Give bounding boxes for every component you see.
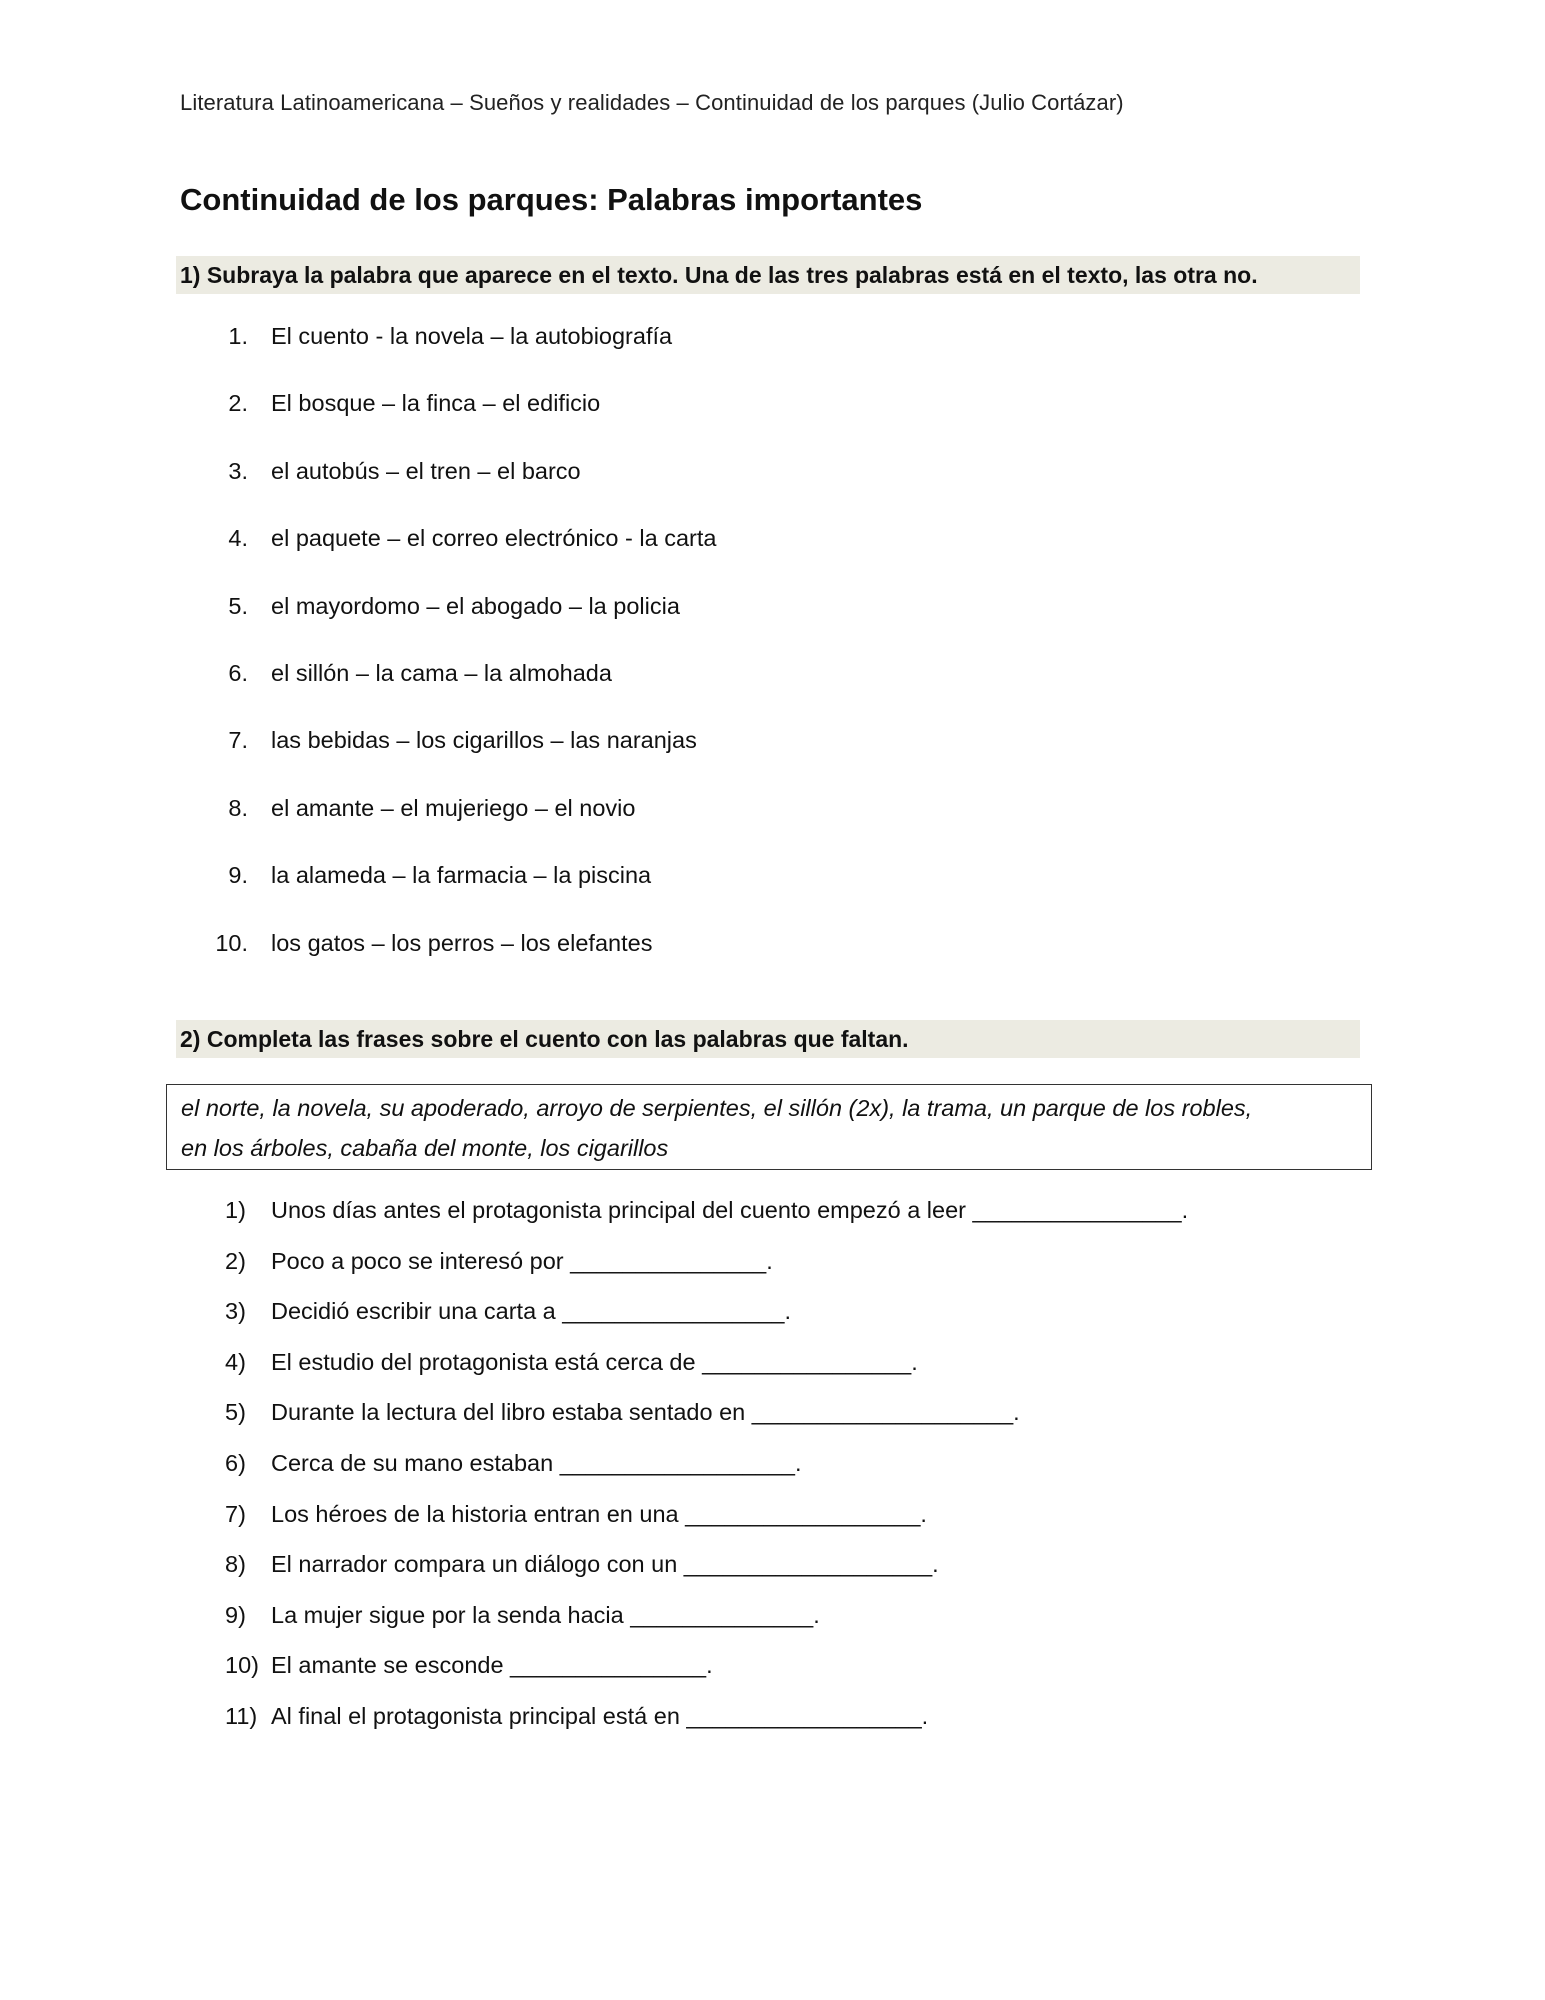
item-number: 3) bbox=[225, 1298, 246, 1325]
item-text: El cuento - la novela – la autobiografía bbox=[271, 323, 673, 349]
item-number: 8) bbox=[225, 1551, 246, 1578]
item-text: Decidió escribir una carta a _________________. bbox=[271, 1298, 791, 1325]
item-text: el sillón – la cama – la almohada bbox=[271, 659, 612, 686]
item-text: el amante – el mujeriego – el novio bbox=[271, 794, 636, 821]
item-number: 7. bbox=[228, 727, 248, 754]
item-number: 9) bbox=[225, 1601, 246, 1628]
item-text: Cerca de su mano estaban __________________. bbox=[271, 1449, 802, 1476]
item-text: El estudio del protagonista está cerca de ________________. bbox=[271, 1348, 918, 1375]
word-bank-box bbox=[166, 1084, 1372, 1170]
item-text: Al final el protagonista principal está en __________________. bbox=[271, 1702, 929, 1729]
item-text: el mayordomo – el abogado – la policia bbox=[271, 592, 680, 619]
item-text: El amante se esconde _______________. bbox=[271, 1652, 713, 1679]
item-number: 3. bbox=[228, 457, 248, 484]
section-2-instruction: 2) Completa las frases sobre el cuento con las palabras que faltan. bbox=[176, 1020, 1360, 1058]
page-title: Continuidad de los parques: Palabras importantes bbox=[180, 182, 923, 217]
item-text: Unos días antes el protagonista principal del cuento empezó a leer ________________. bbox=[271, 1197, 1189, 1223]
item-text: los gatos – los perros – los elefantes bbox=[271, 929, 653, 956]
item-number: 11) bbox=[225, 1702, 258, 1729]
item-text: el autobús – el tren – el barco bbox=[271, 457, 581, 484]
item-number: 2. bbox=[228, 390, 248, 417]
running-header: Literatura Latinoamericana – Sueños y realidades – Continuidad de los parques (Julio Cortázar) bbox=[180, 90, 1124, 115]
item-text: La mujer sigue por la senda hacia ______________. bbox=[271, 1601, 820, 1628]
word-bank-line-2: en los árboles, cabaña del monte, los cigarillos bbox=[181, 1135, 669, 1161]
item-text: El narrador compara un diálogo con un ___________________. bbox=[271, 1551, 939, 1578]
item-text: Durante la lectura del libro estaba sentado en ____________________. bbox=[271, 1399, 1020, 1426]
item-text: las bebidas – los cigarillos – las naranjas bbox=[271, 727, 697, 754]
item-text: Los héroes de la historia entran en una __________________. bbox=[271, 1500, 927, 1527]
item-number: 1. bbox=[228, 323, 248, 349]
item-number: 4) bbox=[225, 1348, 246, 1375]
item-number: 10) bbox=[225, 1652, 259, 1679]
item-number: 6) bbox=[225, 1449, 246, 1476]
item-number: 10. bbox=[215, 929, 248, 956]
item-number: 9. bbox=[228, 862, 248, 889]
section-1-instruction: 1) Subraya la palabra que aparece en el texto. Una de las tres palabras está en el texto, las otra no. bbox=[176, 256, 1360, 294]
item-number: 1) bbox=[225, 1197, 246, 1223]
item-text: la alameda – la farmacia – la piscina bbox=[271, 862, 652, 889]
item-number: 8. bbox=[228, 794, 248, 821]
word-bank-line-1: el norte, la novela, su apoderado, arroyo de serpientes, el sillón (2x), la trama, un parque de los robles, bbox=[181, 1095, 1253, 1121]
item-text: El bosque – la finca – el edificio bbox=[271, 390, 601, 417]
item-number: 6. bbox=[228, 659, 248, 686]
item-number: 4. bbox=[228, 525, 248, 552]
item-number: 5. bbox=[228, 592, 248, 619]
item-number: 2) bbox=[225, 1247, 246, 1274]
item-number: 7) bbox=[225, 1500, 246, 1527]
item-text: Poco a poco se interesó por _______________. bbox=[271, 1247, 773, 1274]
item-text: el paquete – el correo electrónico - la carta bbox=[271, 525, 717, 552]
item-number: 5) bbox=[225, 1399, 246, 1426]
